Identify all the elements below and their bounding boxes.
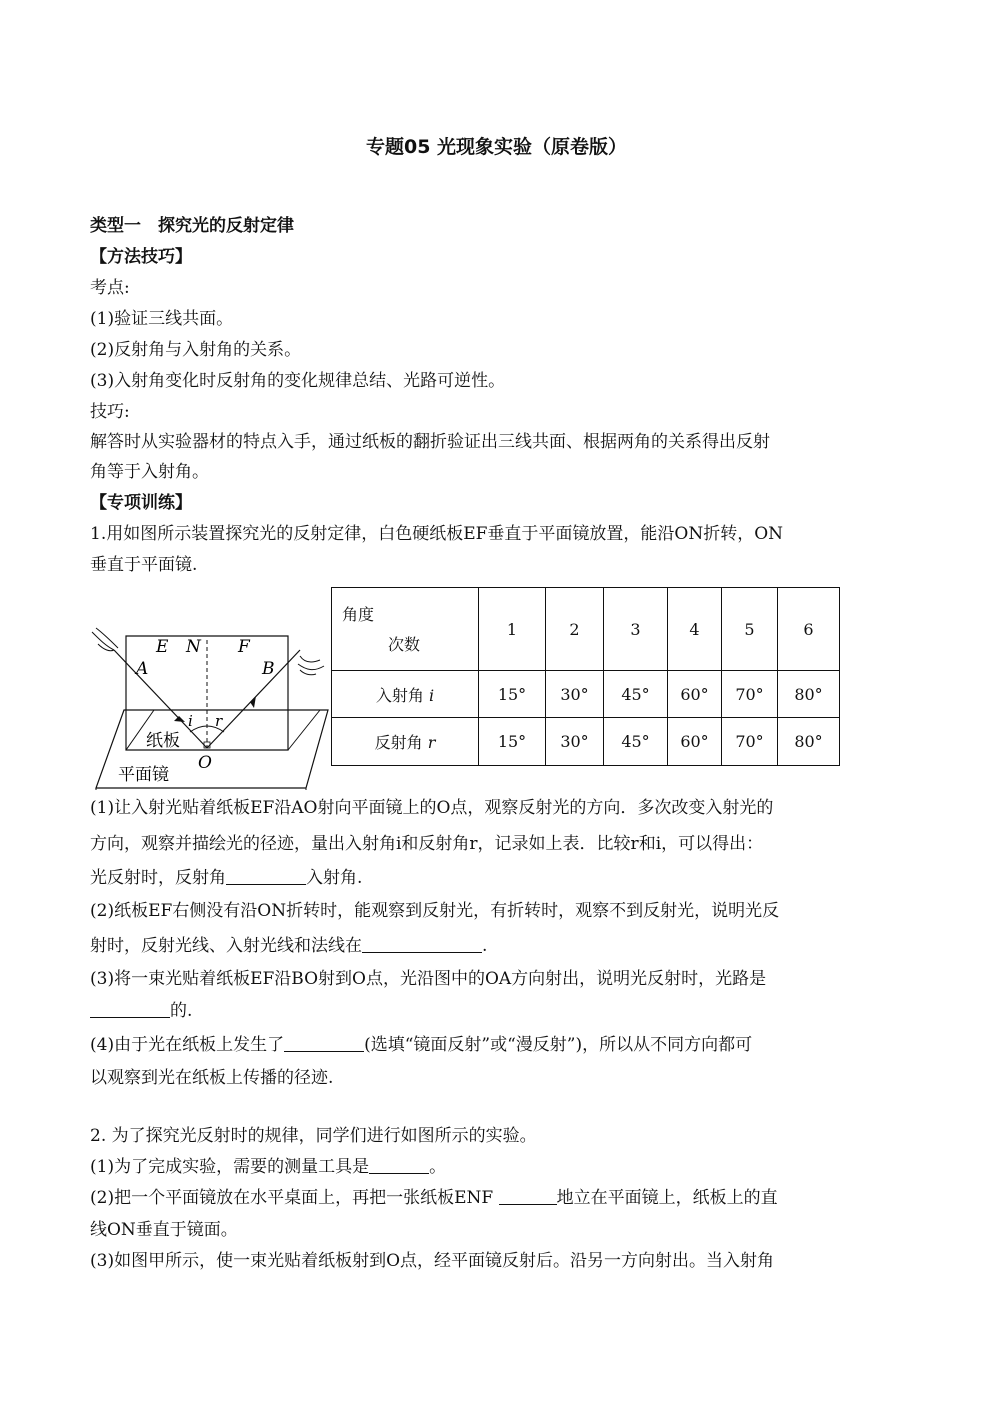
table-row-reflection	[332, 718, 840, 766]
table-cell: 45°	[604, 718, 668, 766]
trial-cell: 6	[778, 588, 840, 671]
method-heading: 【方法技巧】	[90, 247, 192, 267]
tip-line-2: 角等于入射角。	[90, 462, 209, 482]
reflection-apparatus-diagram	[84, 620, 334, 790]
table-cell: 70°	[722, 671, 778, 718]
header-trial: 次数	[388, 635, 421, 654]
answer-blank[interactable]	[362, 936, 482, 953]
label-E: E	[156, 637, 169, 657]
answer-blank[interactable]	[90, 1001, 170, 1018]
trial-cell: 1	[479, 588, 546, 671]
left-hand-icon	[92, 628, 118, 651]
q1-p4-line-2: 以观察到光在纸板上传播的径迹.	[90, 1068, 334, 1088]
table-cell: 80°	[778, 671, 840, 718]
table-cell: 15°	[479, 718, 546, 766]
point-3: (3)入射角变化时反射角的变化规律总结、光路可逆性。	[90, 371, 506, 391]
trial-cell: 2	[546, 588, 604, 671]
kaodian-label: 考点:	[90, 278, 130, 298]
answer-blank[interactable]	[284, 1035, 364, 1052]
table-corner-cell	[332, 588, 479, 671]
table-cell: 45°	[604, 671, 668, 718]
training-heading: 【专项训练】	[90, 493, 192, 513]
point-2: (2)反射角与入射角的关系。	[90, 340, 302, 360]
header-angle: 角度	[342, 605, 375, 624]
section-heading: 类型一 探究光的反射定律	[90, 216, 294, 236]
table-cell: 60°	[668, 671, 722, 718]
label-i: i	[188, 712, 193, 730]
q1-p2-line-1: (2)纸板EF右侧没有沿ON折转时，能观察到反射光，有折转时，观察不到反射光，说明光反	[90, 901, 780, 921]
q2-intro: 2. 为了探究光反射时的规律，同学们进行如图所示的实验。	[90, 1126, 537, 1146]
answer-blank[interactable]	[499, 1188, 557, 1205]
tip-line-1: 解答时从实验器材的特点入手，通过纸板的翻折验证出三线共面、根据两角的关系得出反射	[90, 432, 770, 452]
q1-p1-line-1: (1)让入射光贴着纸板EF沿AO射向平面镜上的O点，观察反射光的方向．多次改变入射光的	[90, 798, 774, 818]
answer-blank[interactable]	[369, 1157, 429, 1174]
page-title: 专题05 光现象实验（原卷版）	[365, 136, 628, 158]
q2-p2-line-2: 线ON垂直于镜面。	[90, 1220, 238, 1240]
q1-p4-line-1: (4)由于光在纸板上发生了 (选填“镜面反射”或“漫反射”)，所以从不同方向都可	[90, 1035, 753, 1055]
label-N: N	[186, 637, 201, 657]
label-board: 纸板	[146, 731, 180, 751]
table-row-incident	[332, 671, 840, 718]
table-cell: 60°	[668, 718, 722, 766]
jiqiao-label: 技巧:	[90, 402, 130, 422]
label-A: A	[136, 659, 149, 679]
table-cell: 30°	[546, 718, 604, 766]
q2-p3: (3)如图甲所示，使一束光贴着纸板射到O点，经平面镜反射后。沿另一方向射出。当入射角	[90, 1251, 775, 1271]
answer-blank[interactable]	[226, 868, 306, 885]
q1-intro-line-2: 垂直于平面镜.	[90, 555, 198, 575]
label-r: r	[215, 712, 223, 730]
label-O: O	[198, 753, 212, 773]
q1-p3-line-1: (3)将一束光贴着纸板EF沿BO射到O点，光沿图中的OA方向射出，说明光反射时，光路是	[90, 969, 767, 989]
label-B: B	[262, 659, 275, 679]
q1-p1-line-3: 光反射时，反射角 入射角.	[90, 868, 363, 888]
q1-p2-line-2: 射时，反射光线、入射光线和法线在 .	[90, 936, 488, 956]
row-label-reflection: 反射角 r	[332, 718, 479, 766]
table-cell: 15°	[479, 671, 546, 718]
trial-cell: 5	[722, 588, 778, 671]
table-cell: 80°	[778, 718, 840, 766]
table-cell: 70°	[722, 718, 778, 766]
point-1: (1)验证三线共面。	[90, 309, 234, 329]
right-hand-icon	[298, 656, 324, 675]
q1-p1-line-2: 方向，观察并描绘光的径迹，量出入射角i和反射角r，记录如上表．比较r和i，可以得出：	[90, 834, 764, 854]
table-header-row	[332, 588, 840, 671]
q2-p1: (1)为了完成实验，需要的测量工具是 。	[90, 1157, 447, 1177]
trial-cell: 3	[604, 588, 668, 671]
label-F: F	[238, 637, 250, 657]
table-cell: 30°	[546, 671, 604, 718]
q2-p2-line-1: (2)把一个平面镜放在水平桌面上，再把一张纸板ENF 地立在平面镜上，纸板上的直	[90, 1188, 778, 1208]
trial-cell: 4	[668, 588, 722, 671]
q1-p3-line-2: 的.	[90, 1000, 192, 1022]
q1-intro-line-1: 1.用如图所示装置探究光的反射定律，白色硬纸板EF垂直于平面镜放置，能沿ON折转，ON	[90, 524, 784, 544]
angle-data-table	[331, 587, 840, 766]
label-mirror: 平面镜	[118, 765, 169, 785]
row-label-incident: 入射角 i	[332, 671, 479, 718]
